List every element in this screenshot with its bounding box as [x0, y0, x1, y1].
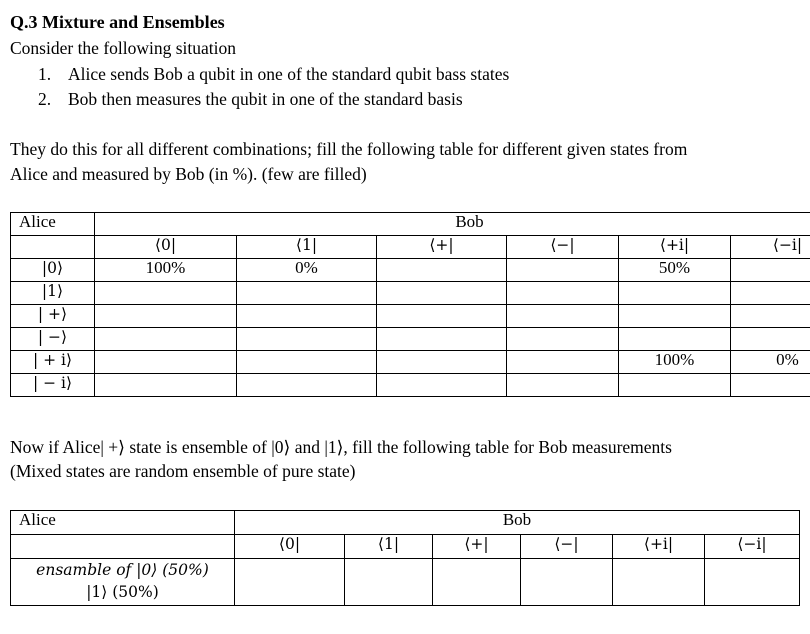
table-cell[interactable] — [237, 328, 377, 351]
question-title: Q.3 Mixture and Ensembles — [10, 12, 225, 32]
alice-state: | −⟩ — [11, 328, 95, 351]
table-header-row — [11, 511, 800, 535]
list-number: 2. — [38, 89, 52, 109]
table-cell[interactable] — [377, 282, 507, 305]
table-cell[interactable] — [237, 351, 377, 374]
column-header: ⟨+i| — [619, 236, 731, 259]
table-cell[interactable]: 100% — [95, 259, 237, 282]
table-header-row — [11, 213, 810, 236]
table-cell[interactable] — [377, 351, 507, 374]
table-cell[interactable] — [377, 328, 507, 351]
ensemble-table — [10, 510, 800, 606]
ensemble-label-line-1: ensamble of |0⟩ (50%) — [36, 561, 209, 579]
table-row — [11, 305, 810, 328]
table-cell[interactable] — [507, 282, 619, 305]
column-header: ⟨−i| — [705, 535, 800, 559]
table-cell[interactable] — [95, 374, 237, 397]
table-cell[interactable] — [507, 305, 619, 328]
table-cell[interactable] — [507, 351, 619, 374]
table-cell[interactable] — [95, 351, 237, 374]
column-header: ⟨0| — [95, 236, 237, 259]
ensemble-instructions-line-2: (Mixed states are random ensemble of pure state) — [10, 461, 356, 481]
table-cell[interactable] — [95, 305, 237, 328]
table-cell[interactable] — [705, 559, 800, 606]
alice-header: Alice — [11, 213, 95, 236]
column-header: ⟨−| — [521, 535, 613, 559]
column-header: ⟨1| — [237, 236, 377, 259]
table-cell[interactable] — [731, 282, 810, 305]
column-header: ⟨−| — [507, 236, 619, 259]
table-cell[interactable] — [619, 305, 731, 328]
table-cell[interactable] — [235, 559, 345, 606]
question-intro: Consider the following situation — [10, 38, 237, 58]
table-cell[interactable] — [433, 559, 521, 606]
table-cell[interactable] — [507, 328, 619, 351]
column-header: ⟨+| — [433, 535, 521, 559]
table-cell[interactable] — [237, 305, 377, 328]
table-cell[interactable] — [377, 305, 507, 328]
ensemble-label — [11, 559, 235, 606]
table-cell[interactable] — [377, 374, 507, 397]
table-row — [11, 374, 810, 397]
column-header: ⟨−i| — [731, 236, 810, 259]
alice-header: Alice — [11, 511, 235, 535]
table-cell[interactable] — [237, 374, 377, 397]
table-cell[interactable] — [237, 282, 377, 305]
list-number: 1. — [38, 64, 52, 84]
bob-basis-row — [11, 236, 810, 259]
ensemble-label-line-2: |1⟩ (50%) — [86, 583, 159, 601]
table-cell[interactable] — [521, 559, 613, 606]
column-header: ⟨+i| — [613, 535, 705, 559]
table-cell[interactable] — [507, 374, 619, 397]
table-cell[interactable] — [345, 559, 433, 606]
table-cell[interactable]: 100% — [619, 351, 731, 374]
table-cell[interactable] — [95, 282, 237, 305]
table-cell[interactable] — [619, 374, 731, 397]
table-cell[interactable]: 0% — [237, 259, 377, 282]
table-cell — [11, 236, 95, 259]
table-cell[interactable] — [731, 374, 810, 397]
alice-state: | +⟩ — [11, 305, 95, 328]
column-header: ⟨1| — [345, 535, 433, 559]
alice-state: | + i⟩ — [11, 351, 95, 374]
table-cell[interactable] — [377, 259, 507, 282]
column-header: ⟨+| — [377, 236, 507, 259]
instructions-line-1: They do this for all different combinations; fill the following table for different given states from — [10, 139, 688, 159]
measurement-table — [10, 212, 810, 397]
table-cell[interactable] — [619, 328, 731, 351]
table-cell[interactable] — [507, 259, 619, 282]
alice-state: | − i⟩ — [11, 374, 95, 397]
bob-basis-row — [11, 535, 800, 559]
table-cell[interactable] — [613, 559, 705, 606]
alice-state: |0⟩ — [11, 259, 95, 282]
bob-header: Bob — [95, 213, 810, 236]
alice-state: |1⟩ — [11, 282, 95, 305]
table-row — [11, 328, 810, 351]
table-cell[interactable] — [619, 282, 731, 305]
list-item — [38, 89, 463, 110]
table-row — [11, 351, 810, 374]
instructions-line-2: Alice and measured by Bob (in %). (few are filled) — [10, 164, 367, 184]
table-cell[interactable]: 50% — [619, 259, 731, 282]
list-text: Bob then measures the qubit in one of the standard basis — [68, 89, 463, 109]
bob-header: Bob — [235, 511, 800, 535]
table-row — [11, 559, 800, 606]
table-row — [11, 259, 810, 282]
table-cell[interactable] — [731, 328, 810, 351]
table-cell[interactable]: 0% — [731, 351, 810, 374]
table-cell[interactable] — [731, 259, 810, 282]
table-cell[interactable] — [95, 328, 237, 351]
column-header: ⟨0| — [235, 535, 345, 559]
ensemble-instructions-line-1: Now if Alice| +⟩ state is ensemble of |0⟩ and |1⟩, fill the following table for Bob measurements — [10, 437, 672, 457]
table-row — [11, 282, 810, 305]
list-text: Alice sends Bob a qubit in one of the standard qubit bass states — [68, 64, 510, 84]
list-item — [38, 64, 509, 85]
table-cell — [11, 535, 235, 559]
table-cell[interactable] — [731, 305, 810, 328]
